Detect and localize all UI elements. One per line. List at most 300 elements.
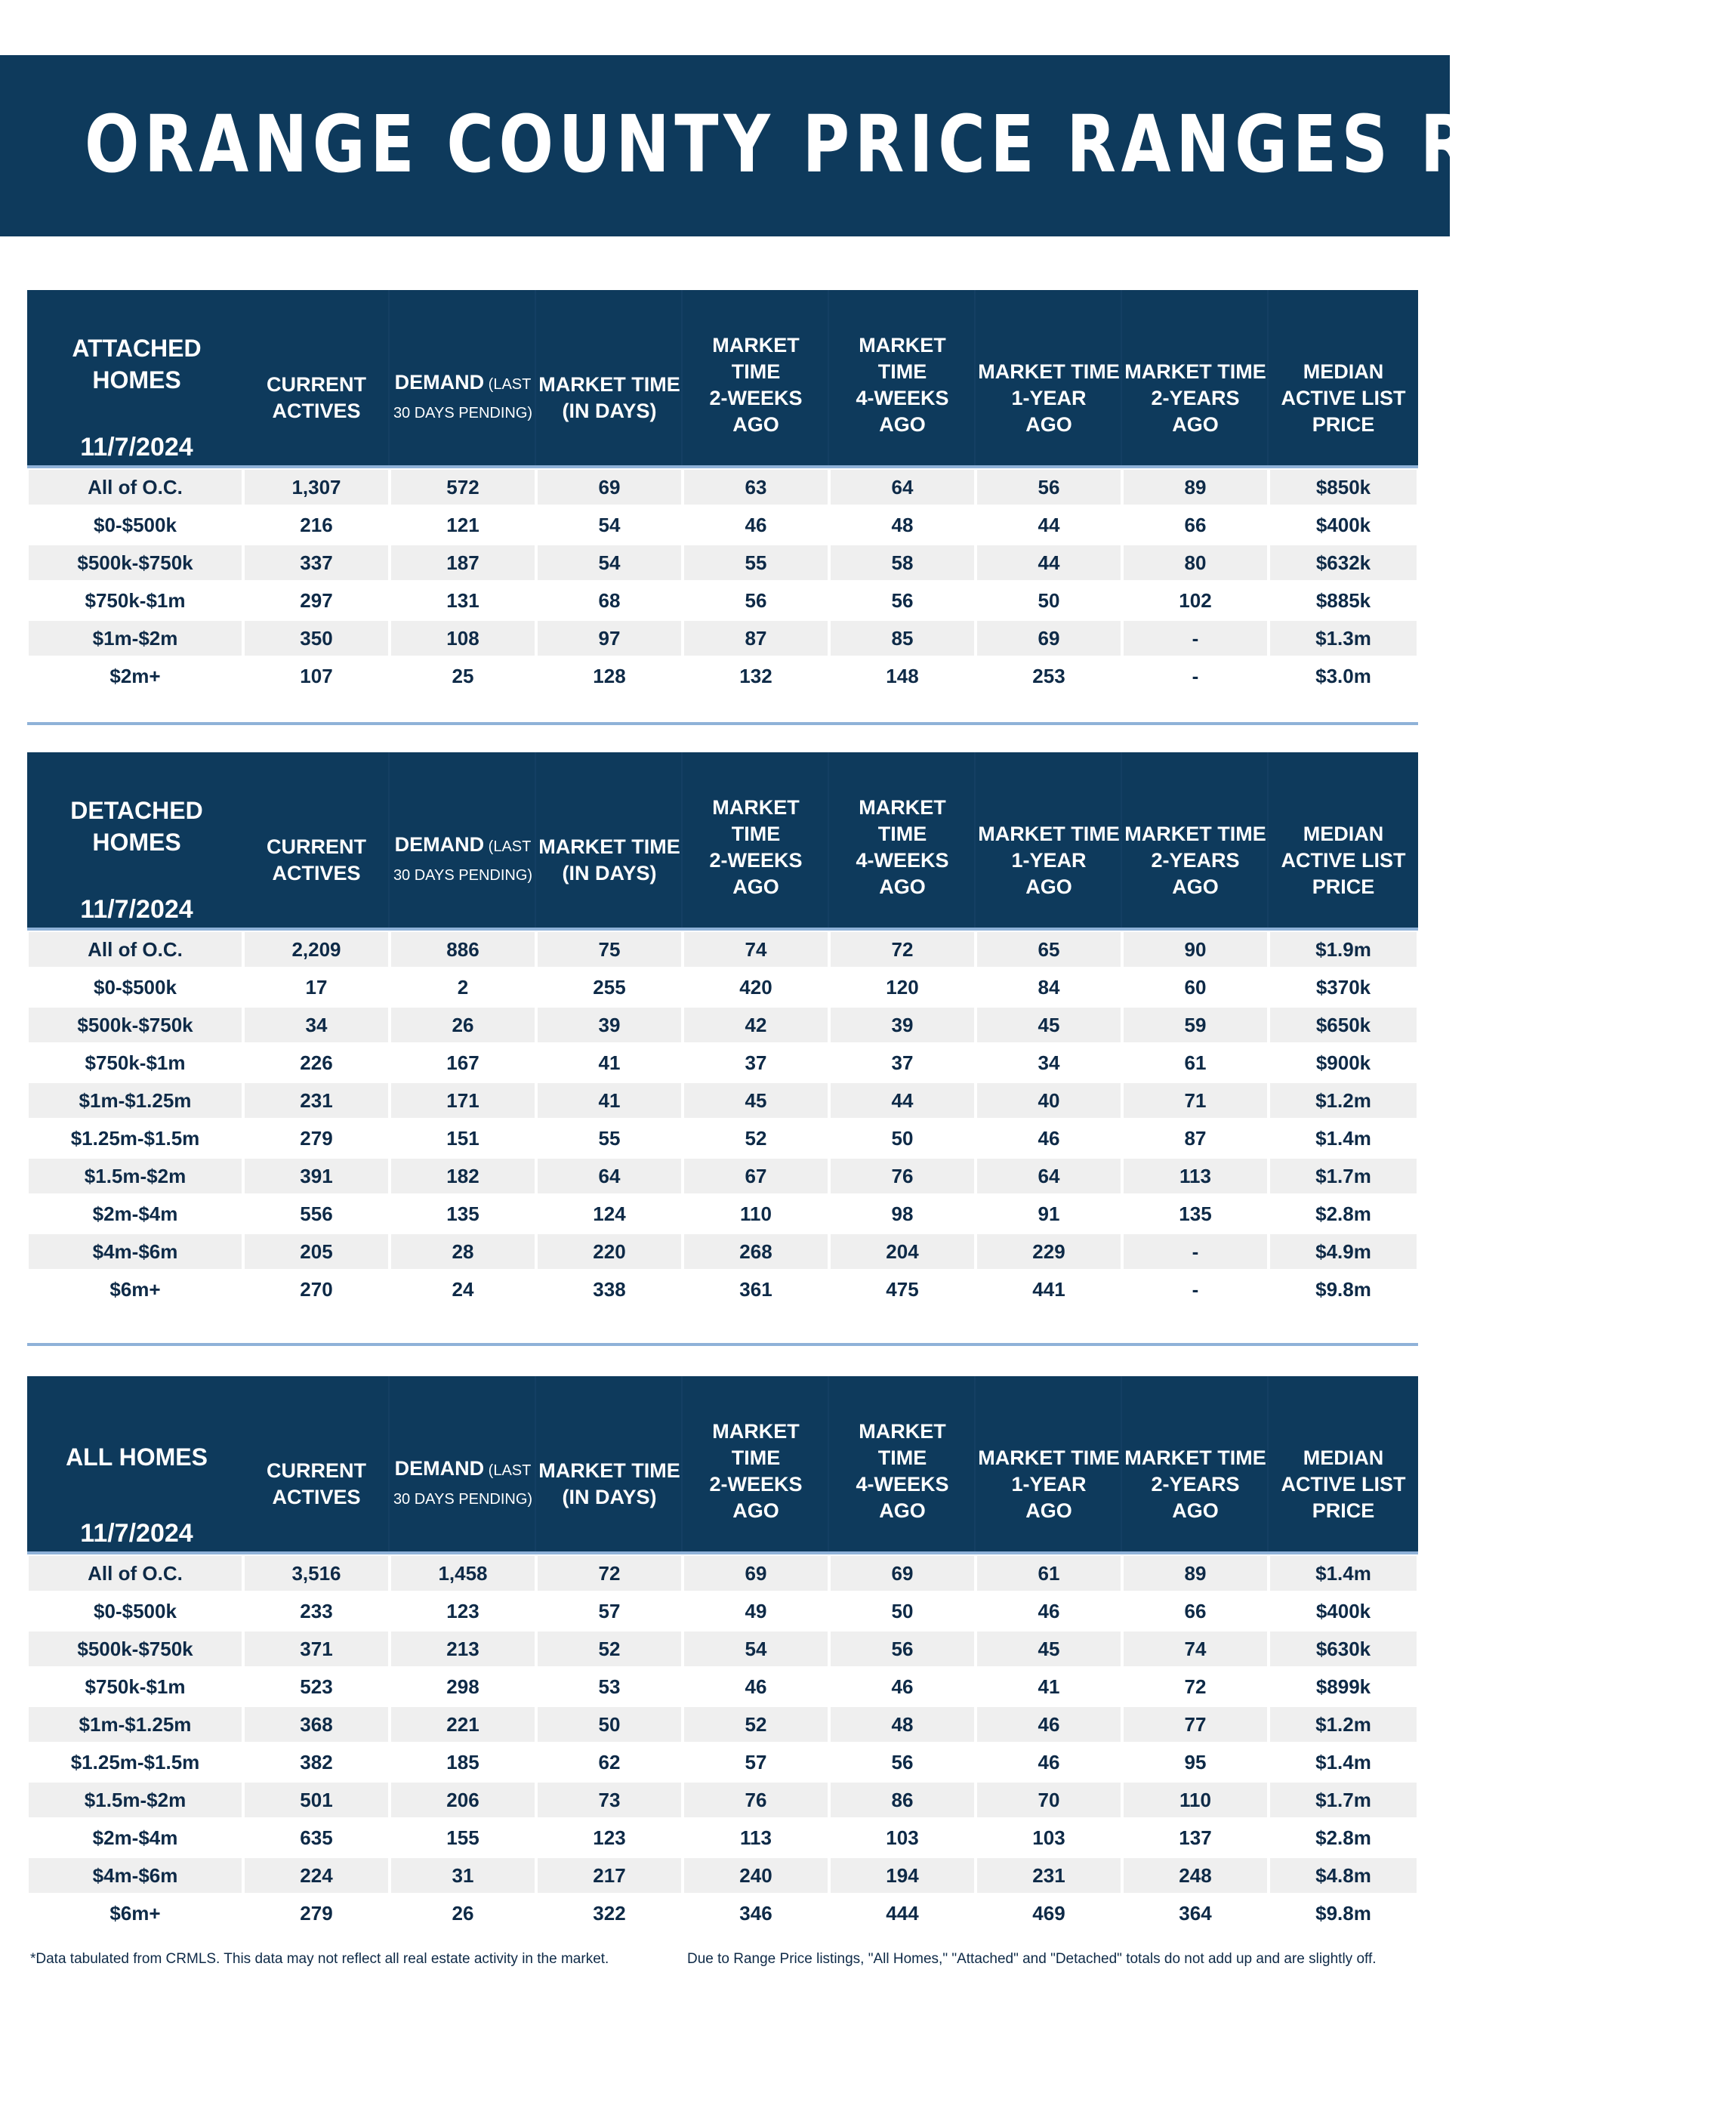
table-cell: 72	[1124, 1669, 1267, 1704]
column-header-text	[978, 821, 1119, 900]
table-cell: 41	[538, 1083, 681, 1118]
table-cell: $630k	[1270, 1632, 1417, 1666]
column-header-line: MEDIAN	[1303, 1446, 1384, 1469]
table-cell: 113	[1124, 1159, 1267, 1193]
price-range-label: $1m-$2m	[29, 621, 242, 656]
table-cell: $1.7m	[1270, 1783, 1417, 1817]
table-cell: 206	[391, 1783, 535, 1817]
table-cell: 297	[245, 583, 388, 618]
column-header-line	[393, 398, 532, 427]
table-cell: -	[1124, 1234, 1267, 1269]
table-cell: 72	[831, 932, 974, 967]
table-cell: $1.2m	[1270, 1707, 1417, 1742]
column-header	[976, 752, 1122, 928]
table-cell: 76	[831, 1159, 974, 1193]
column-header-line: TIME	[877, 823, 927, 845]
table-cell: 298	[391, 1669, 535, 1704]
column-header-line	[393, 1456, 532, 1484]
section-divider	[27, 1343, 1418, 1346]
table-cell: 113	[684, 1820, 828, 1855]
table-cell: 76	[684, 1783, 828, 1817]
column-header	[829, 752, 976, 928]
column-header-line: AGO	[1172, 875, 1219, 898]
table-cell: 248	[1124, 1858, 1267, 1893]
column-header-line: ACTIVES	[272, 1486, 361, 1508]
table-row	[27, 1195, 1418, 1233]
table-cell: 279	[245, 1121, 388, 1156]
column-header-main: DEMAND	[394, 371, 485, 394]
column-header-line: AGO	[1172, 412, 1219, 436]
table-cell: 85	[831, 621, 974, 656]
table-cell: 42	[684, 1008, 828, 1042]
table-cell: 74	[684, 932, 828, 967]
table-cell: 56	[684, 583, 828, 618]
table-cell: 56	[831, 1632, 974, 1666]
column-header-text	[1281, 359, 1405, 438]
column-header-line: AGO	[732, 413, 779, 436]
column-header-line: 1-YEAR	[1011, 386, 1087, 409]
table-cell: 72	[538, 1556, 681, 1591]
column-header-note: 30 DAYS PENDING)	[393, 867, 533, 884]
table-cell: $9.8m	[1270, 1272, 1417, 1307]
table-cell: 420	[684, 970, 828, 1005]
table-cell: $400k	[1270, 1594, 1417, 1628]
table-cell: $899k	[1270, 1669, 1417, 1704]
table-cell: 25	[391, 659, 535, 693]
column-header	[390, 290, 536, 465]
column-header-line: ACTIVES	[272, 862, 361, 884]
column-header-text	[1124, 1445, 1266, 1524]
table-cell: 171	[391, 1083, 535, 1118]
table-cell: 45	[977, 1008, 1121, 1042]
table-cell: 50	[831, 1121, 974, 1156]
table-cell: 69	[831, 1556, 974, 1591]
table-row	[27, 1592, 1418, 1630]
column-header-line: TIME	[731, 1446, 781, 1469]
table-cell: $900k	[1270, 1045, 1417, 1080]
price-range-label: All of O.C.	[29, 932, 242, 967]
price-range-label: $750k-$1m	[29, 583, 242, 618]
table-cell: 54	[538, 545, 681, 580]
table-cell: 229	[977, 1234, 1121, 1269]
column-header-text	[978, 1445, 1119, 1524]
table-row	[27, 1743, 1418, 1781]
column-header-line: CURRENT	[267, 1459, 366, 1482]
price-range-label: $750k-$1m	[29, 1045, 242, 1080]
table-cell: $1.3m	[1270, 621, 1417, 656]
price-range-label: $2m-$4m	[29, 1196, 242, 1231]
table-cell: 226	[245, 1045, 388, 1080]
table-row	[27, 1157, 1418, 1195]
table-cell: 54	[538, 508, 681, 542]
column-header-text	[1124, 359, 1266, 438]
table-cell: 77	[1124, 1707, 1267, 1742]
column-header-line: AGO	[879, 413, 926, 436]
price-range-label: $1.5m-$2m	[29, 1159, 242, 1193]
column-header-line: (IN DAYS)	[562, 862, 657, 884]
table-cell: 84	[977, 970, 1121, 1005]
column-header-line: MARKET TIME	[1124, 822, 1266, 845]
table-cell: 37	[684, 1045, 828, 1080]
table-cell: 63	[684, 470, 828, 505]
price-range-label: $1.25m-$1.5m	[29, 1745, 242, 1780]
column-header-line: AGO	[879, 1499, 926, 1522]
table-cell: 98	[831, 1196, 974, 1231]
table-cell: 103	[977, 1820, 1121, 1855]
table-row	[27, 1668, 1418, 1706]
table-cell: $9.8m	[1270, 1896, 1417, 1931]
table-row	[27, 468, 1418, 506]
table-cell: 46	[977, 1121, 1121, 1156]
column-header-text	[978, 359, 1119, 438]
table-cell: 231	[245, 1083, 388, 1118]
column-header-line: MARKET TIME	[978, 1446, 1120, 1469]
table-cell: 95	[1124, 1745, 1267, 1780]
table-cell: 148	[831, 659, 974, 693]
table-cell: $650k	[1270, 1008, 1417, 1042]
table-row	[27, 1857, 1418, 1894]
table-header	[27, 1376, 1418, 1554]
table-cell: 41	[538, 1045, 681, 1080]
table-cell: 71	[1124, 1083, 1267, 1118]
column-header-line: ACTIVE LIST	[1281, 1472, 1406, 1496]
column-header-text	[538, 1458, 680, 1511]
table-cell: 103	[831, 1820, 974, 1855]
table-cell: 70	[977, 1783, 1121, 1817]
column-header	[536, 752, 683, 928]
table-row	[27, 1006, 1418, 1044]
table-cell: 44	[977, 508, 1121, 542]
table-cell: 120	[831, 970, 974, 1005]
table-row	[27, 582, 1418, 619]
table-cell: 231	[977, 1858, 1121, 1893]
table-cell: 64	[977, 1159, 1121, 1193]
column-header-text	[856, 1419, 948, 1524]
table-cell: 123	[538, 1820, 681, 1855]
column-header	[243, 290, 390, 465]
column-header-line: 2-WEEKS	[709, 387, 803, 409]
column-header-line: AGO	[1025, 1499, 1072, 1522]
price-range-label: $4m-$6m	[29, 1858, 242, 1893]
table-cell: 194	[831, 1858, 974, 1893]
table-cell: 182	[391, 1159, 535, 1193]
table-cell: $885k	[1270, 583, 1417, 618]
price-range-label: $2m-$4m	[29, 1820, 242, 1855]
price-range-label: $1m-$1.25m	[29, 1083, 242, 1118]
table-cell: 26	[391, 1896, 535, 1931]
column-header-line: MARKET TIME	[1124, 360, 1266, 383]
column-header	[243, 752, 390, 928]
column-header-line: PRICE	[1312, 1499, 1375, 1522]
column-header-note: (LAST	[484, 376, 532, 393]
column-header-line	[393, 832, 532, 860]
table-cell: 86	[831, 1783, 974, 1817]
column-header-note: 30 DAYS PENDING)	[393, 405, 533, 421]
table-cell: 441	[977, 1272, 1121, 1307]
price-range-label: $6m+	[29, 1896, 242, 1931]
column-header	[390, 752, 536, 928]
price-range-label: $500k-$750k	[29, 1008, 242, 1042]
table-cell: 52	[684, 1707, 828, 1742]
column-header-text	[267, 1458, 366, 1511]
table-row	[27, 657, 1418, 695]
column-header	[1269, 1376, 1418, 1551]
column-header-text	[856, 332, 948, 438]
table-cell: 17	[245, 970, 388, 1005]
column-header-line: MARKET TIME	[538, 835, 680, 858]
table-cell: 279	[245, 1896, 388, 1931]
table-cell: 80	[1124, 545, 1267, 580]
table-cell: 268	[684, 1234, 828, 1269]
table-cell: 60	[1124, 970, 1267, 1005]
table-cell: 346	[684, 1896, 828, 1931]
column-header-text	[709, 795, 802, 900]
column-header-line: TIME	[731, 823, 781, 845]
table-cell: 26	[391, 1008, 535, 1042]
attached-homes-table	[27, 290, 1418, 695]
column-header-line: AGO	[1172, 1499, 1219, 1522]
column-header	[683, 752, 829, 928]
column-header-text	[538, 834, 680, 887]
table-header	[27, 752, 1418, 931]
table-row	[27, 1554, 1418, 1592]
section-title-line: HOMES	[92, 366, 181, 394]
table-cell: $370k	[1270, 970, 1417, 1005]
table-cell: 48	[831, 1707, 974, 1742]
table-cell: 371	[245, 1632, 388, 1666]
column-header-note: 30 DAYS PENDING)	[393, 1491, 533, 1508]
column-header-line: 4-WEEKS	[856, 849, 949, 872]
column-header-line	[393, 369, 532, 398]
table-cell: 56	[831, 1745, 974, 1780]
column-header-text	[856, 795, 948, 900]
price-range-label: $500k-$750k	[29, 1632, 242, 1666]
table-cell: 572	[391, 470, 535, 505]
report-banner	[0, 55, 1736, 236]
column-header-line: 2-YEARS	[1151, 848, 1240, 872]
table-cell: 155	[391, 1820, 535, 1855]
table-cell: 64	[538, 1159, 681, 1193]
table-cell: 187	[391, 545, 535, 580]
table-cell: 2	[391, 970, 535, 1005]
table-cell: 361	[684, 1272, 828, 1307]
table-cell: 213	[391, 1632, 535, 1666]
table-cell: 57	[684, 1745, 828, 1780]
table-row	[27, 1819, 1418, 1857]
table-cell: 65	[977, 932, 1121, 967]
column-header-text	[393, 369, 532, 427]
column-header-line: MARKET TIME	[978, 360, 1120, 383]
table-cell: 68	[538, 583, 681, 618]
table-cell: 255	[538, 970, 681, 1005]
table-row	[27, 968, 1418, 1006]
table-cell: 151	[391, 1121, 535, 1156]
table-cell: 221	[391, 1707, 535, 1742]
table-cell: 69	[977, 621, 1121, 656]
table-cell: 220	[538, 1234, 681, 1269]
price-range-label: $1m-$1.25m	[29, 1707, 242, 1742]
report-date: 11/7/2024	[80, 895, 193, 924]
table-cell: $1.4m	[1270, 1745, 1417, 1780]
table-cell: 52	[684, 1121, 828, 1156]
table-cell: 108	[391, 621, 535, 656]
table-cell: 128	[538, 659, 681, 693]
column-header-main: DEMAND	[394, 1457, 485, 1480]
table-cell: 31	[391, 1858, 535, 1893]
price-range-label: $6m+	[29, 1272, 242, 1307]
table-cell: 337	[245, 545, 388, 580]
column-header-line: MARKET TIME	[538, 373, 680, 396]
column-header-text	[393, 832, 532, 889]
price-range-label: $0-$500k	[29, 970, 242, 1005]
table-cell: 90	[1124, 932, 1267, 967]
table-cell: 45	[684, 1083, 828, 1118]
table-cell: 270	[245, 1272, 388, 1307]
section-title-line: ALL HOMES	[66, 1443, 208, 1471]
table-row	[27, 1270, 1418, 1308]
table-cell: 46	[831, 1669, 974, 1704]
table-cell: 97	[538, 621, 681, 656]
table-cell: 167	[391, 1045, 535, 1080]
table-cell: 886	[391, 932, 535, 967]
table-cell: 46	[684, 508, 828, 542]
table-cell: 132	[684, 659, 828, 693]
column-header	[1269, 752, 1418, 928]
table-cell: 3,516	[245, 1556, 388, 1591]
table-cell: $850k	[1270, 470, 1417, 505]
column-header-line: AGO	[732, 875, 779, 898]
table-cell: 50	[538, 1707, 681, 1742]
table-row	[27, 506, 1418, 544]
price-range-label: $1.25m-$1.5m	[29, 1121, 242, 1156]
price-range-label: $1.5m-$2m	[29, 1783, 242, 1817]
price-range-label: $750k-$1m	[29, 1669, 242, 1704]
totals-footnote: Due to Range Price listings, "All Homes," "Attached" and "Detached" totals do not add up and are slightly off.	[687, 1951, 1377, 1967]
column-header-line: ACTIVE LIST	[1281, 386, 1406, 409]
table-cell: 475	[831, 1272, 974, 1307]
column-header	[1122, 1376, 1269, 1551]
table-cell: 48	[831, 508, 974, 542]
table-cell: 391	[245, 1159, 388, 1193]
column-header-text	[538, 372, 680, 424]
table-cell: -	[1124, 621, 1267, 656]
column-header-text	[267, 372, 366, 424]
table-cell: 137	[1124, 1820, 1267, 1855]
table-cell: 224	[245, 1858, 388, 1893]
table-cell: 87	[684, 621, 828, 656]
table-cell: $1.4m	[1270, 1556, 1417, 1591]
table-row	[27, 1044, 1418, 1082]
data-source-footnote: *Data tabulated from CRMLS. This data may not reflect all real estate activity in the market.	[30, 1951, 609, 1967]
column-header	[243, 1376, 390, 1551]
table-cell: $1.7m	[1270, 1159, 1417, 1193]
table-cell: 204	[831, 1234, 974, 1269]
table-cell: $1.4m	[1270, 1121, 1417, 1156]
table-cell: 46	[684, 1669, 828, 1704]
column-header-text	[709, 1419, 802, 1524]
report-title: ORANGE COUNTY PRICE RANGES REPORT	[85, 98, 1736, 190]
column-header	[536, 1376, 683, 1551]
section-title	[27, 795, 246, 858]
table-cell: 49	[684, 1594, 828, 1628]
section-title-line: DETACHED	[70, 797, 203, 824]
column-header	[976, 1376, 1122, 1551]
column-header-line: MEDIAN	[1303, 822, 1384, 845]
table-cell: 28	[391, 1234, 535, 1269]
table-cell: 233	[245, 1594, 388, 1628]
table-cell: 61	[1124, 1045, 1267, 1080]
table-cell: 368	[245, 1707, 388, 1742]
table-cell: 556	[245, 1196, 388, 1231]
table-cell: 44	[977, 545, 1121, 580]
column-header-line: 2-WEEKS	[709, 849, 803, 872]
table-cell: 53	[538, 1669, 681, 1704]
table-cell: 205	[245, 1234, 388, 1269]
table-cell: -	[1124, 1272, 1267, 1307]
table-cell: 56	[977, 470, 1121, 505]
table-cell: 59	[1124, 1008, 1267, 1042]
table-cell: 37	[831, 1045, 974, 1080]
column-header	[976, 290, 1122, 465]
table-cell: 185	[391, 1745, 535, 1780]
table-cell: 67	[684, 1159, 828, 1193]
table-row	[27, 1233, 1418, 1270]
table-cell: 64	[831, 470, 974, 505]
column-header	[683, 1376, 829, 1551]
column-header-line: AGO	[879, 875, 926, 898]
column-header-line: MARKET	[859, 1420, 946, 1443]
column-header-line: ACTIVE LIST	[1281, 848, 1406, 872]
table-row	[27, 1894, 1418, 1932]
table-cell: 364	[1124, 1896, 1267, 1931]
table-cell: 55	[684, 545, 828, 580]
column-header-line: MARKET	[859, 334, 946, 357]
price-range-label: All of O.C.	[29, 470, 242, 505]
table-cell: 102	[1124, 583, 1267, 618]
table-cell: 56	[831, 583, 974, 618]
column-header-line: MARKET	[859, 796, 946, 819]
column-header-note: (LAST	[484, 1462, 532, 1479]
table-row	[27, 1119, 1418, 1157]
column-header-main: DEMAND	[394, 833, 485, 856]
table-cell: 61	[977, 1556, 1121, 1591]
column-header-text	[1281, 821, 1405, 900]
table-cell: 240	[684, 1858, 828, 1893]
table-cell: 69	[684, 1556, 828, 1591]
table-header	[27, 290, 1418, 468]
report-date: 11/7/2024	[80, 1519, 193, 1548]
column-header-line: AGO	[732, 1499, 779, 1522]
table-cell: 50	[831, 1594, 974, 1628]
table-cell: 1,458	[391, 1556, 535, 1591]
table-cell: 216	[245, 508, 388, 542]
column-header-text	[267, 834, 366, 887]
column-header-line: (IN DAYS)	[562, 400, 657, 422]
table-cell: 110	[684, 1196, 828, 1231]
table-cell: 54	[684, 1632, 828, 1666]
column-header-line	[393, 1484, 532, 1513]
table-cell: $632k	[1270, 545, 1417, 580]
table-cell: $400k	[1270, 508, 1417, 542]
table-cell: 501	[245, 1783, 388, 1817]
table-cell: 62	[538, 1745, 681, 1780]
table-cell: 66	[1124, 1594, 1267, 1628]
table-cell: 253	[977, 659, 1121, 693]
column-header-line: AGO	[1025, 875, 1072, 898]
column-header-line: 4-WEEKS	[856, 387, 949, 409]
table-cell: $1.9m	[1270, 932, 1417, 967]
table-row	[27, 1082, 1418, 1119]
